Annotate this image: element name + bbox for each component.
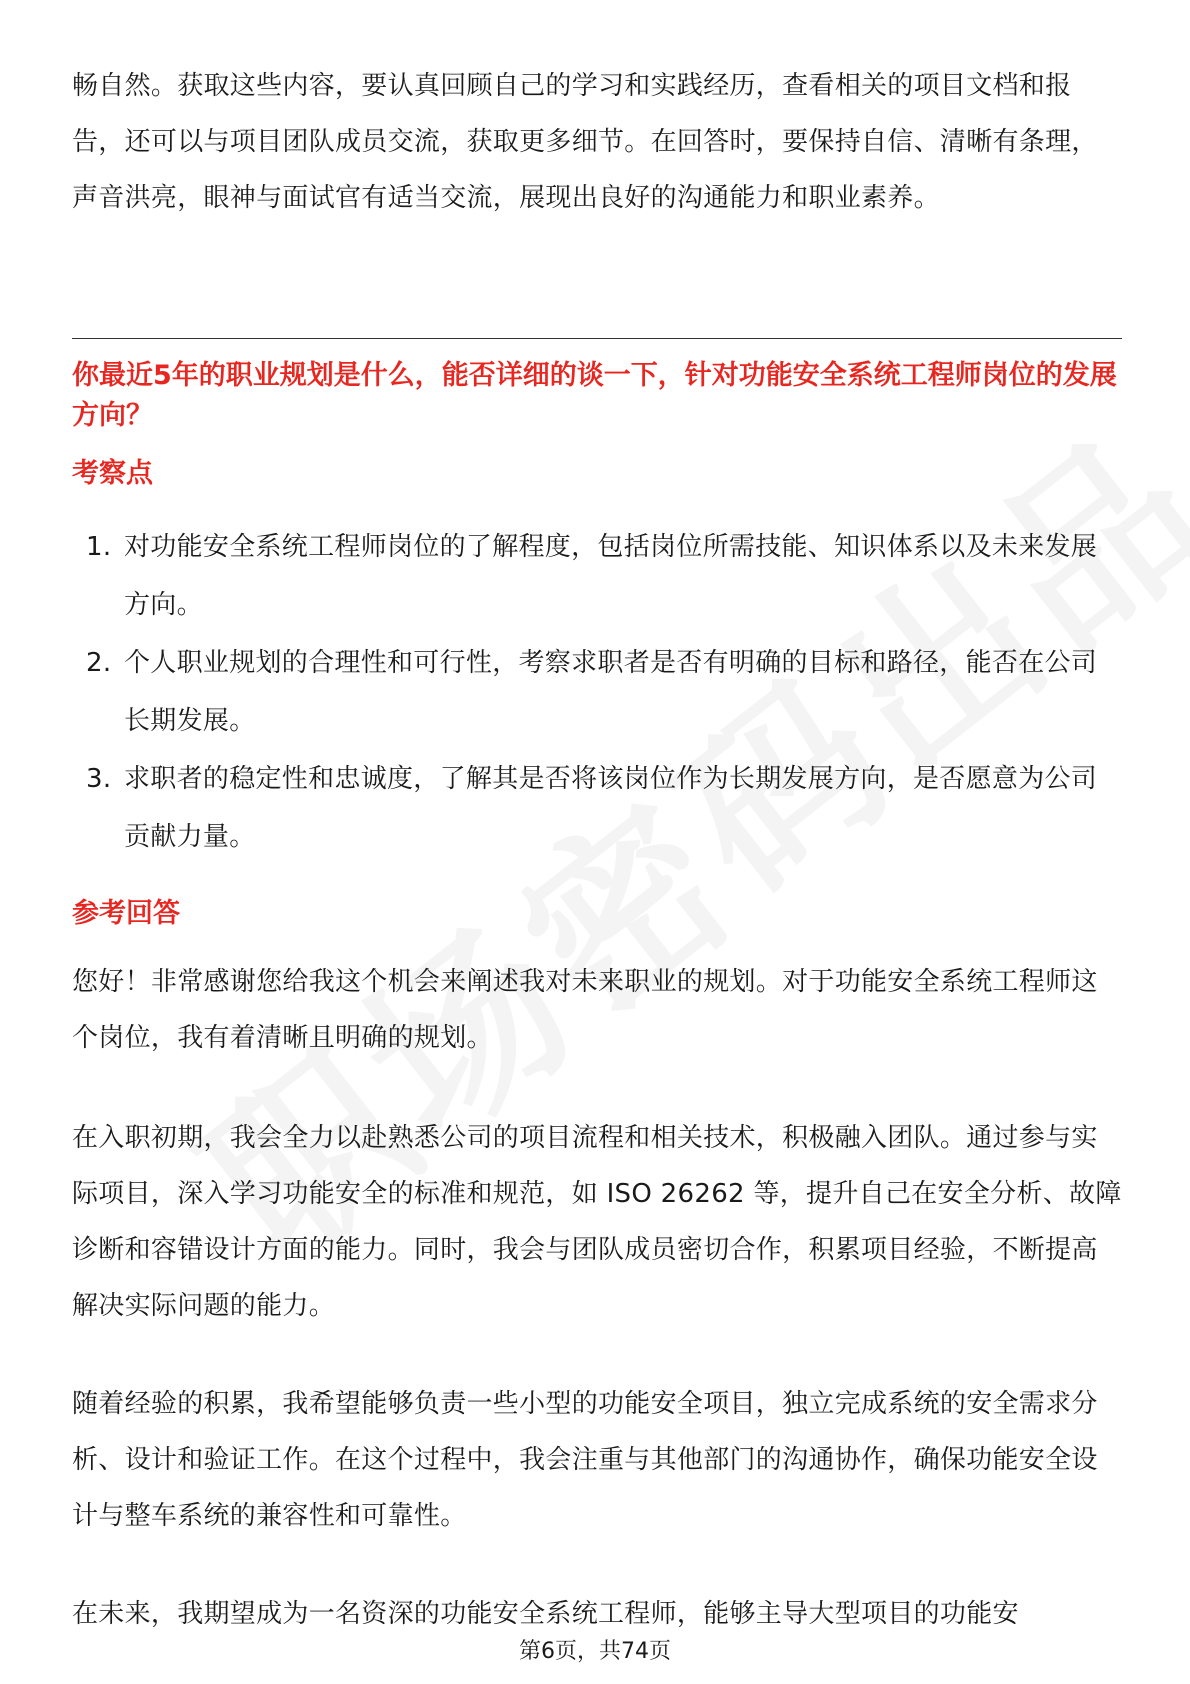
answer-paragraph: 您好！非常感谢您给我这个机会来阐述我对未来职业的规划。对于功能安全系统工程师这个岗位，我有着清晰且明确的规划。 <box>72 967 1098 1053</box>
answer-paragraph: 在未来，我期望成为一名资深的功能安全系统工程师，能够主导大型项目的功能安 <box>72 1599 1019 1629</box>
question-title: 你最近5年的职业规划是什么，能否详细的谈一下，针对功能安全系统工程师岗位的发展方向？ <box>72 360 1117 431</box>
assessment-points-list <box>72 518 1122 866</box>
section-divider <box>72 338 1122 339</box>
point-text: 个人职业规划的合理性和可行性，考察求职者是否有明确的目标和路径，能否在公司长期发展。 <box>124 648 1098 736</box>
assessment-point <box>72 518 1122 634</box>
point-text: 对功能安全系统工程师岗位的了解程度，包括岗位所需技能、知识体系以及未来发展方向。 <box>124 532 1098 620</box>
point-number: 1. <box>86 532 112 562</box>
answer-paragraph: 在入职初期，我会全力以赴熟悉公司的项目流程和相关技术，积极融入团队。通过参与实际项目，深入学习功能安全的标准和规范，如 ISO 26262 等，提升自己在安全分析、故障诊断和容错设计方面的能力。同时，我会与团队成员密切合作，积累项目经验，不断提高解决实际问题的能力。 <box>72 1123 1122 1321</box>
point-number: 3. <box>86 764 112 794</box>
answer-paragraph: 随着经验的积累，我希望能够负责一些小型的功能安全项目，独立完成系统的安全需求分析、设计和验证工作。在这个过程中，我会注重与其他部门的沟通协作，确保功能安全设计与整车系统的兼容性和可靠性。 <box>72 1389 1098 1531</box>
point-number: 2. <box>86 648 112 678</box>
reference-heading: 参考回答 <box>72 898 180 929</box>
page-number-footer: 第6页，共74页 <box>519 1639 671 1664</box>
assessment-point <box>72 750 1122 866</box>
point-text: 求职者的稳定性和忠诚度，了解其是否将该岗位作为长期发展方向，是否愿意为公司贡献力量。 <box>124 764 1098 852</box>
assessment-heading: 考察点 <box>72 458 153 489</box>
assessment-point <box>72 634 1122 750</box>
intro-paragraph: 畅自然。获取这些内容，要认真回顾自己的学习和实践经历，查看相关的项目文档和报告，还可以与项目团队成员交流，获取更多细节。在回答时，要保持自信、清晰有条理，声音洪亮，眼神与面试官有适当交流，展现出良好的沟通能力和职业素养。 <box>72 71 1098 213</box>
